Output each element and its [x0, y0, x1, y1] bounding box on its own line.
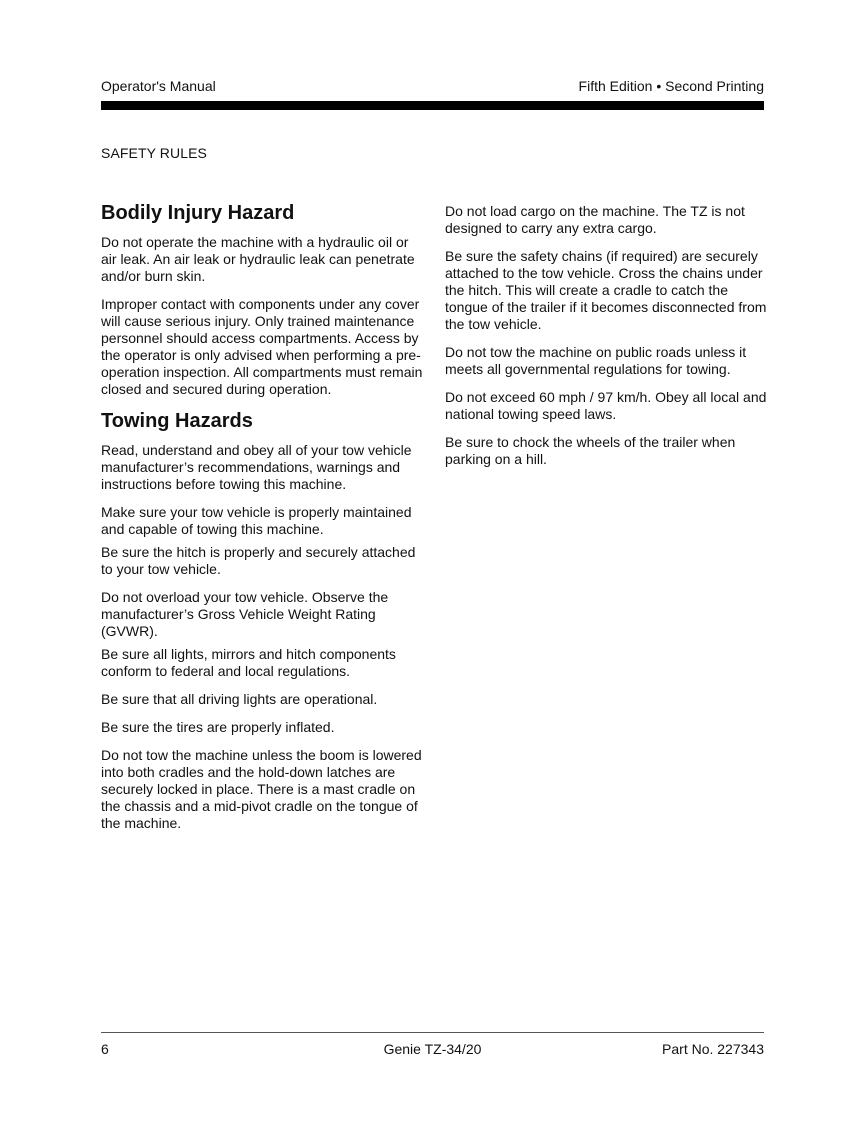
model-name: Genie TZ-34/20 — [383, 1041, 482, 1057]
manual-title: Operator's Manual — [101, 78, 216, 94]
footer-rule — [101, 1032, 764, 1033]
page-header — [101, 78, 764, 96]
bodily-injury-heading: Bodily Injury Hazard — [101, 202, 295, 224]
paragraph: Do not tow the machine unless the boom is lowered into both cradles and the hold-down latches are securely locked in place. There is a mast cradle on the chassis and a mid-pivot cradle on the tongue of the machine. — [101, 747, 422, 831]
paragraph: Do not tow the machine on public roads unless it meets all governmental regulations for towing. — [445, 344, 747, 377]
section-label: SAFETY RULES — [101, 145, 207, 161]
paragraph: Be sure to chock the wheels of the trailer when parking on a hill. — [445, 434, 736, 467]
page-footer — [101, 1041, 764, 1059]
edition-info: Fifth Edition • Second Printing — [578, 78, 764, 94]
right-column — [445, 203, 767, 479]
left-column — [101, 202, 423, 843]
part-number: Part No. 227343 — [662, 1041, 764, 1057]
paragraph: Do not operate the machine with a hydraulic oil or air leak. An air leak or hydraulic leak can penetrate and/or burn skin. — [101, 234, 415, 284]
paragraph: Make sure your tow vehicle is properly maintained and capable of towing this machine. — [101, 504, 412, 537]
paragraph: Do not load cargo on the machine. The TZ is not designed to carry any extra cargo. — [445, 203, 745, 236]
paragraph: Be sure all lights, mirrors and hitch components conform to federal and local regulations. — [101, 646, 396, 679]
paragraph: Be sure the tires are properly inflated. — [101, 719, 335, 735]
paragraph: Be sure that all driving lights are operational. — [101, 691, 378, 707]
paragraph: Be sure the safety chains (if required) are securely attached to the tow vehicle. Cross the chains under the hitch. This will create a cradle to catch the tongue of the trailer if it becomes disconnected from the tow vehicle. — [445, 248, 767, 332]
paragraph: Do not overload your tow vehicle. Observe the manufacturer’s Gross Vehicle Weight Rating (GVWR). — [101, 589, 389, 639]
header-rule — [101, 101, 764, 110]
towing-hazards-heading: Towing Hazards — [101, 410, 253, 432]
paragraph: Read, understand and obey all of your tow vehicle manufacturer’s recommendations, warnings and instructions before towing this machine. — [101, 442, 412, 492]
paragraph: Improper contact with components under any cover will cause serious injury. Only trained maintenance personnel should access compartments. Access by the operator is only advised when performing a pre-operation inspection. All compartments must remain closed and secured during operation. — [101, 296, 423, 397]
paragraph: Be sure the hitch is properly and securely attached to your tow vehicle. — [101, 544, 416, 577]
page-number: 6 — [101, 1041, 109, 1057]
paragraph: Do not exceed 60 mph / 97 km/h. Obey all local and national towing speed laws. — [445, 389, 767, 422]
